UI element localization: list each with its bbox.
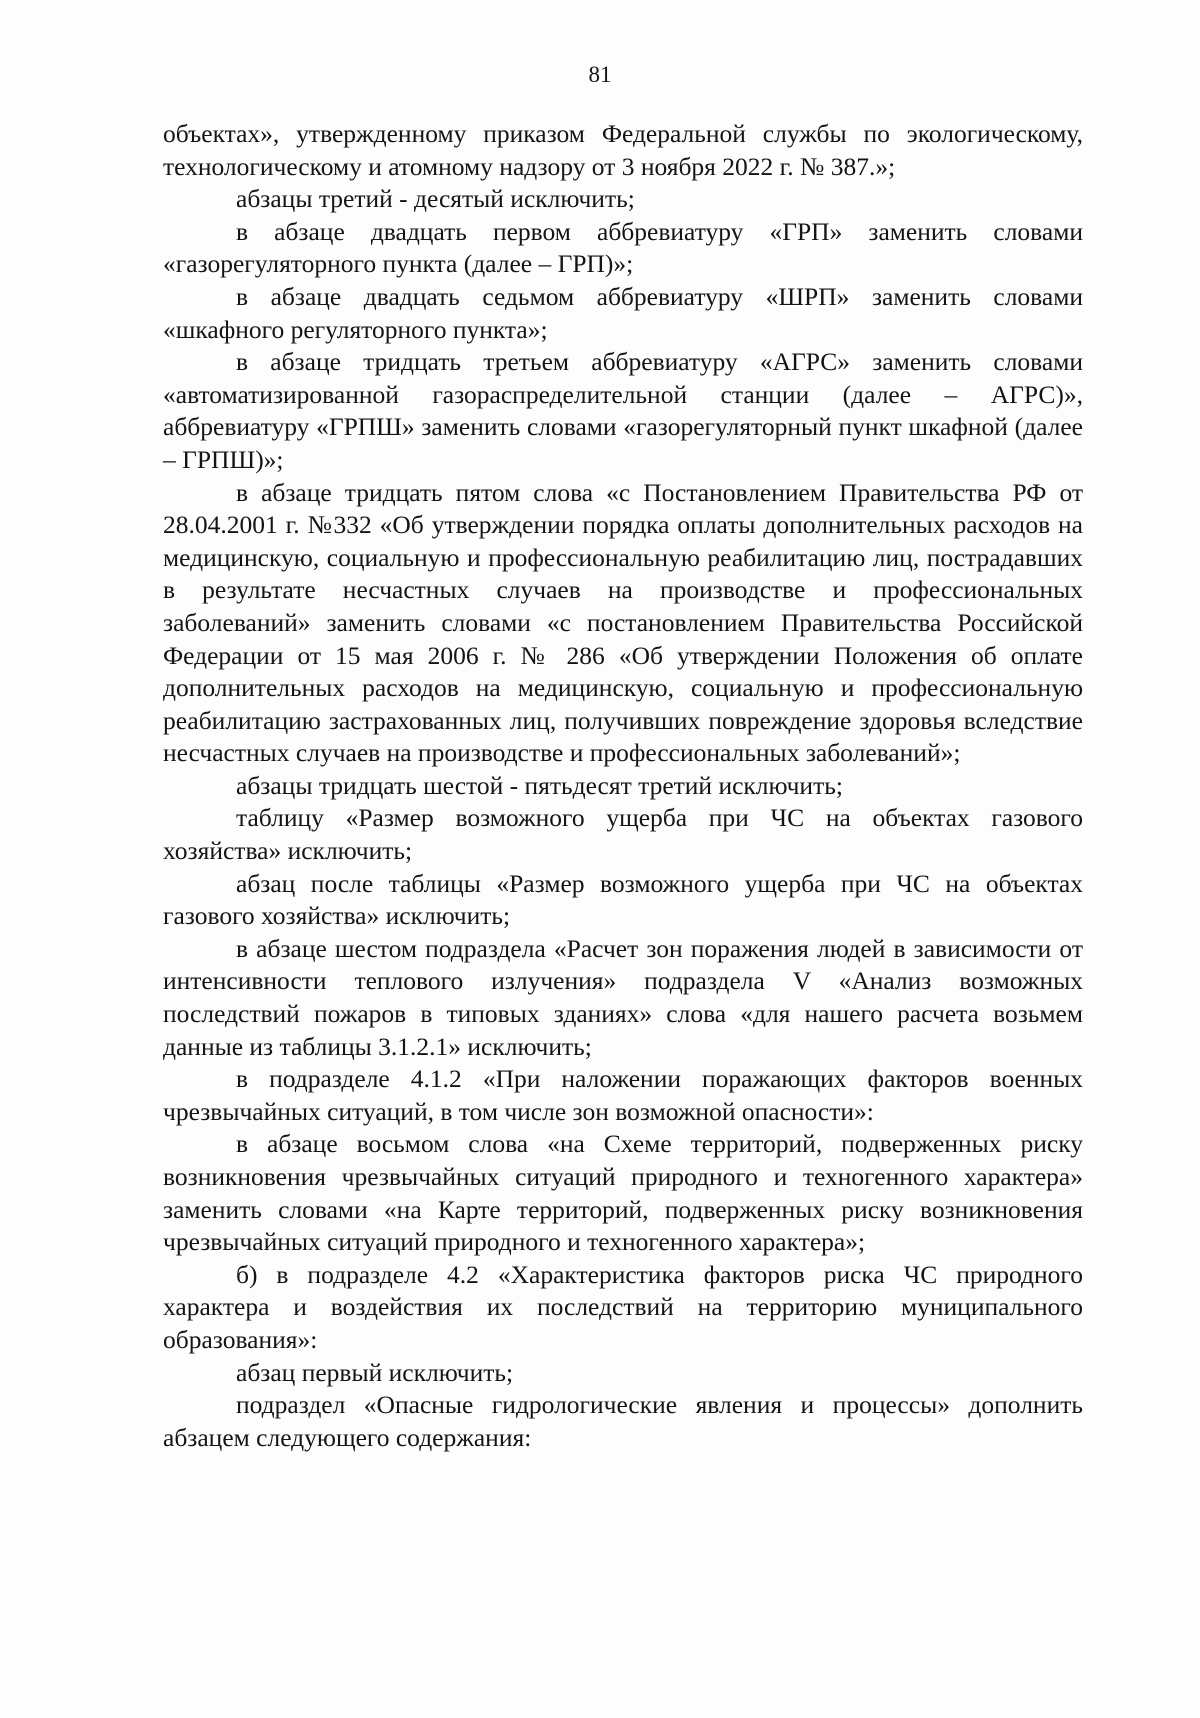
paragraph: абзац после таблицы «Размер возможного ущерба при ЧС на объектах газового хозяйства» исключить;	[163, 868, 1083, 931]
paragraph: в абзаце тридцать пятом слова «с Постановлением Правительства РФ от 28.04.2001 г. №332 «Об утверждении порядка оплаты дополнительных расходов на медицинскую, социальную и профессиональную реабилитацию лиц, пострадавших в результате несчастных случаев на производстве и профессиональных заболеваний» заменить словами «с постановлением Правительства Российской Федерации от 15 мая 2006 г. № 286 «Об утверждении Положения об оплате дополнительных расходов на медицинскую, социальную и профессиональную реабилитацию застрахованных лиц, получивших повреждение здоровья вследствие несчастных случаев на производстве и профессиональных заболеваний»;	[163, 477, 1083, 768]
document-body	[163, 118, 1083, 1454]
paragraph: в абзаце тридцать третьем аббревиатуру «АГРС» заменить словами «автоматизированной газораспределительной станции (далее – АГРС)», аббревиатуру «ГРПШ» заменить словами «газорегуляторный пункт шкафной (далее – ГРПШ)»;	[163, 347, 1083, 474]
paragraph: абзацы тридцать шестой - пятьдесят третий исключить;	[236, 770, 843, 800]
paragraph: в абзаце шестом подраздела «Расчет зон поражения людей в зависимости от интенсивности теплового излучения» подраздела V «Анализ возможных последствий пожаров в типовых зданиях» слова «для нашего расчета возьмем данные из таблицы 3.1.2.1» исключить;	[163, 933, 1083, 1061]
paragraph: б) в подразделе 4.2 «Характеристика факторов риска ЧС природного характера и воздействия их последствий на территорию муниципального образования»:	[163, 1259, 1083, 1354]
paragraph: абзацы третий - десятый исключить;	[236, 184, 635, 214]
paragraph: объектах», утвержденному приказом Федеральной службы по экологическому, технологическому и атомному надзору от 3 ноября 2022 г. № 387.»;	[163, 119, 1083, 181]
paragraph: в абзаце восьмом слова «на Схеме территорий, подверженных риску возникновения чрезвычайных ситуаций природного и техногенного характера» заменить словами «на Карте территорий, подверженных риску возникновения чрезвычайных ситуаций природного и техногенного характера»;	[163, 1129, 1083, 1257]
paragraph: в подразделе 4.1.2 «При наложении поражающих факторов военных чрезвычайных ситуаций, в том числе зон возможной опасности»:	[163, 1064, 1083, 1126]
paragraph: абзац первый исключить;	[236, 1357, 514, 1387]
paragraph: в абзаце двадцать седьмом аббревиатуру «ШРП» заменить словами «шкафного регуляторного пункта»;	[163, 281, 1083, 344]
page-number: 81	[588, 62, 612, 87]
paragraph: таблицу «Размер возможного ущерба при ЧС на объектах газового хозяйства» исключить;	[163, 803, 1083, 866]
paragraph: в абзаце двадцать первом аббревиатуру «ГРП» заменить словами «газорегуляторного пункта (далее – ГРП)»;	[163, 216, 1083, 279]
paragraph: подраздел «Опасные гидрологические явления и процессы» дополнить абзацем следующего содержания:	[163, 1390, 1083, 1452]
